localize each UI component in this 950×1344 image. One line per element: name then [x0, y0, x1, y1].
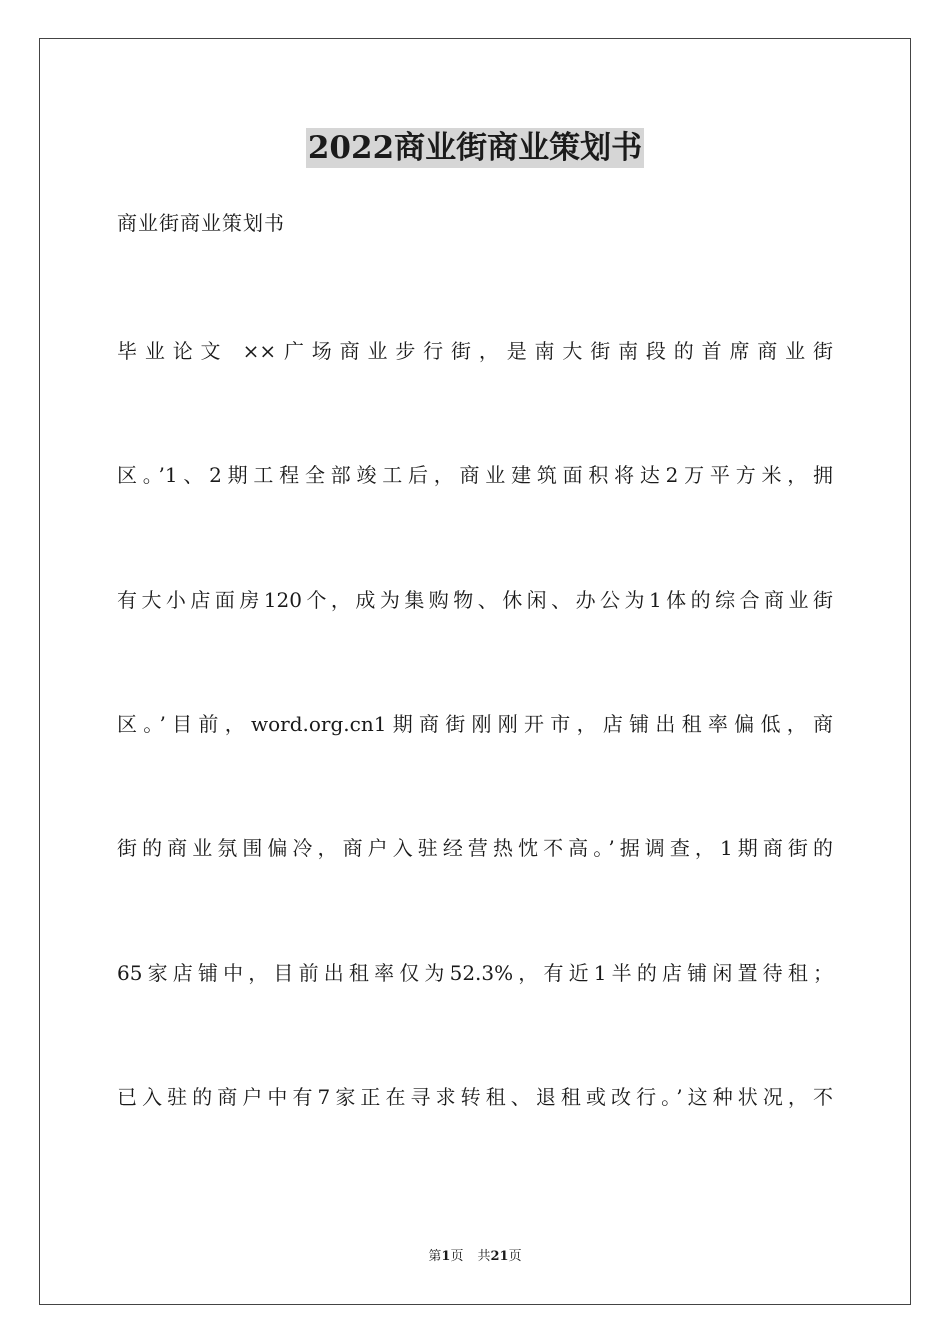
paragraph-line: 65家店铺中，目前出租率仅为52.3%，有近1半的店铺闲置待租；	[117, 961, 833, 985]
paragraph-line: 街的商业氛围偏冷，商户入驻经营热忱不高。’据调查，1期商街的	[117, 836, 833, 860]
paragraph-line: 区。’1、2期工程全部竣工后，商业建筑面积将达2万平方米，拥	[117, 463, 833, 487]
document-title: 2022商业街商业策划书	[307, 130, 643, 166]
paragraph-line: 已入驻的商户中有7家正在寻求转租、退租或改行。’这种状况，不	[117, 1085, 833, 1109]
footer-page-current: 1	[441, 1249, 451, 1264]
footer-page-total: 21	[490, 1249, 509, 1264]
footer-page-unit: 页	[450, 1249, 464, 1264]
footer-total-prefix: 共	[477, 1249, 491, 1264]
document-subtitle: 商业街商业策划书	[117, 211, 285, 235]
page-footer	[0, 1248, 950, 1266]
footer-page-prefix: 第	[428, 1249, 442, 1264]
footer-total-unit: 页	[508, 1249, 522, 1264]
paragraph-line: 有大小店面房120个，成为集购物、休闲、办公为1体的综合商业街	[117, 588, 833, 612]
paragraph-line: 区。’目前，word.org.cn1期商街刚刚开市，店铺出租率偏低，商	[117, 712, 833, 736]
paragraph-line: 毕业论文 ××广场商业步行街，是南大街南段的首席商业街	[117, 339, 833, 363]
title-container	[0, 128, 950, 168]
